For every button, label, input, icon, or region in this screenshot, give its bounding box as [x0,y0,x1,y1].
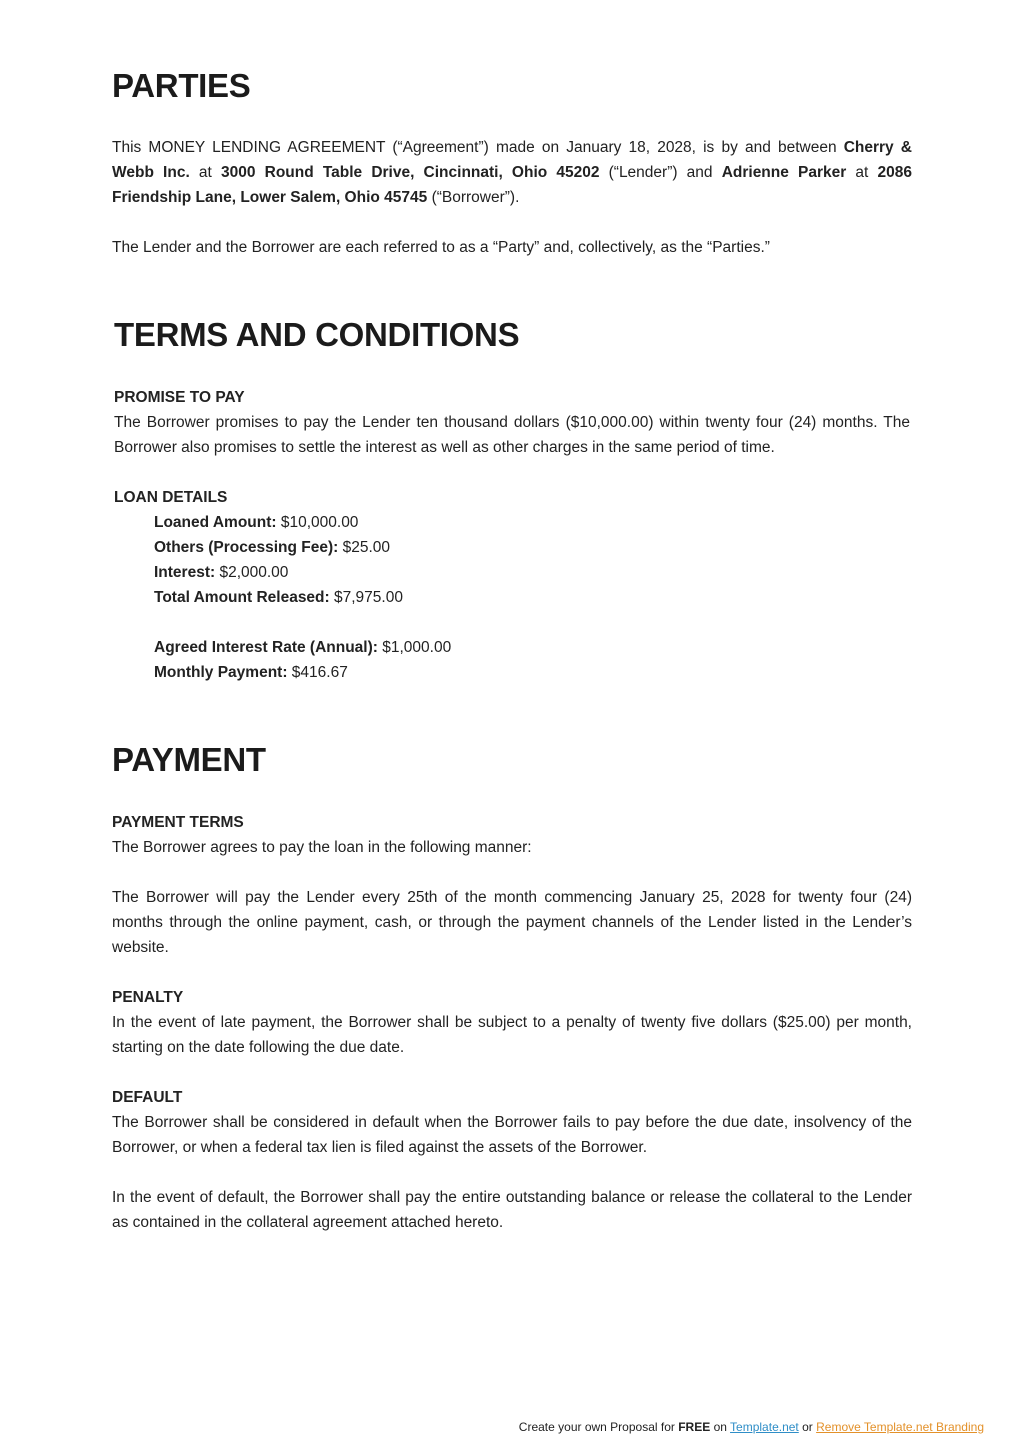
remove-branding-link[interactable]: Remove Template.net Branding [816,1420,984,1434]
default-heading-text: DEFAULT [112,1089,183,1106]
penalty-heading-text: PENALTY [112,989,184,1006]
loan-details-heading [114,485,910,510]
loan-item-processing-fee [114,535,910,560]
promise-heading-text: PROMISE TO PAY [114,389,245,406]
promise-paragraph: The Borrower promises to pay the Lender ten thousand dollars ($10,000.00) within twenty four (24) months. The Borrower also promises to settle the interest as well as other charges in the same period of time. [114,414,910,456]
penalty-heading [112,985,912,1010]
default-heading [112,1085,912,1110]
parties-paragraph [112,135,912,210]
payment-terms-heading-text: PAYMENT TERMS [112,814,244,831]
payment-terms-paragraph: The Borrower will pay the Lender every 25th of the month commencing January 25, 2028 for twenty four (24) months through the online payment, cash, or through the payment channels of the Lender listed in the Lender’s website. [112,889,912,956]
terms-heading: TERMS AND CONDITIONS [114,316,520,353]
parties-at-text-2: at [846,164,878,181]
template-net-link[interactable]: Template.net [730,1420,799,1434]
loan-item-total-released [114,585,910,610]
loan-details-heading-text: LOAN DETAILS [114,489,228,506]
borrower-address: 2086 Friendship Lane, Lower Salem, Ohio 45745 [112,164,912,206]
branding-footer [0,1418,984,1436]
loan-item-interest-rate [114,635,910,660]
parties-at-text: at [189,164,221,181]
loan-item-label: Loaned Amount: [154,514,277,531]
default-paragraph-1: The Borrower shall be considered in default when the Borrower fails to pay before the due date, insolvency of the Borrower, or when a federal tax lien is filed against the assets of the Borrower. [112,1114,912,1156]
payment-terms-heading [112,810,912,835]
loan-item-value: $25.00 [338,539,391,556]
loan-item-value: $2,000.00 [215,564,289,581]
loan-item-loaned-amount [114,510,910,535]
footer-free: FREE [678,1420,711,1434]
parties-definition-paragraph: The Lender and the Borrower are each referred to as a “Party” and, collectively, as the “Parties.” [112,239,770,256]
loan-item-value: $416.67 [287,664,348,681]
payment-heading: PAYMENT [112,741,266,778]
borrower-label: (“Borrower”). [427,189,520,206]
loan-item-label: Agreed Interest Rate (Annual): [154,639,378,656]
loan-item-label: Interest: [154,564,216,581]
loan-item-label: Total Amount Released: [154,589,330,606]
footer-on: on [710,1420,731,1434]
loan-item-monthly-payment [114,660,910,685]
lender-name: Cherry & Webb Inc. [112,139,913,181]
payment-terms-intro: The Borrower agrees to pay the loan in the following manner: [112,839,532,856]
footer-prefix: Create your own Proposal for [518,1420,679,1434]
loan-item-value: $7,975.00 [329,589,403,606]
parties-intro-text: This MONEY LENDING AGREEMENT (“Agreement”) made on January 18, 2028, is by and between [112,139,844,156]
loan-item-interest [114,560,910,585]
loan-details-list [114,510,910,685]
promise-heading [114,385,910,410]
footer-or: or [798,1420,817,1434]
loan-item-value: $10,000.00 [276,514,359,531]
lender-label: (“Lender”) and [599,164,722,181]
loan-spacer [114,610,910,635]
loan-item-value: $1,000.00 [377,639,452,656]
loan-item-label: Monthly Payment: [154,664,288,681]
penalty-paragraph: In the event of late payment, the Borrower shall be subject to a penalty of twenty five dollars ($25.00) per month, starting on the date following the due date. [112,1014,912,1056]
default-paragraph-2: In the event of default, the Borrower shall pay the entire outstanding balance or release the collateral to the Lender as contained in the collateral agreement attached hereto. [112,1189,912,1231]
loan-item-label: Others (Processing Fee): [154,539,339,556]
parties-heading: PARTIES [112,67,251,104]
lender-address: 3000 Round Table Drive, Cincinnati, Ohio 45202 [221,164,600,181]
borrower-name: Adrienne Parker [721,164,847,181]
